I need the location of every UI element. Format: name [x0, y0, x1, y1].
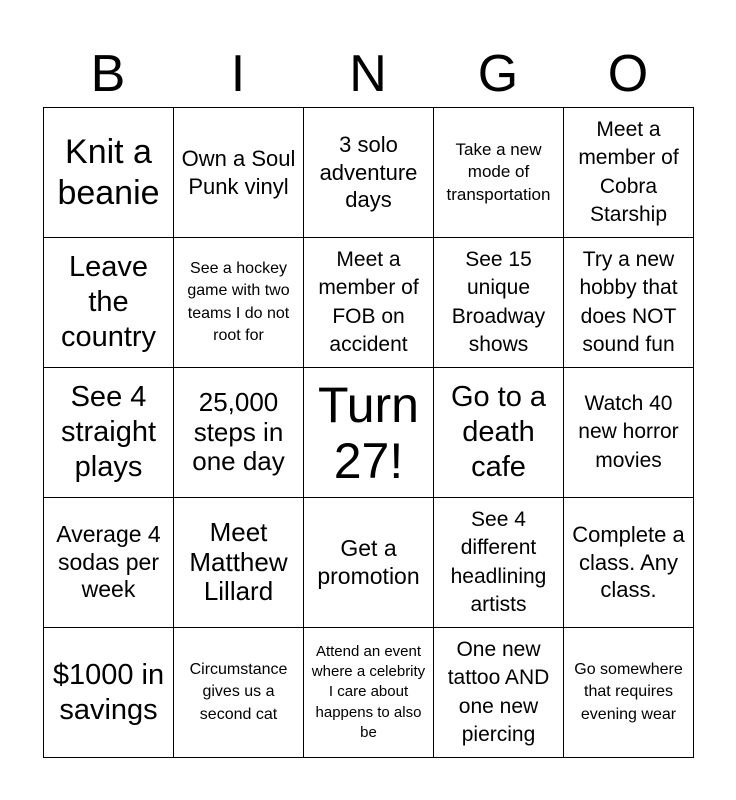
bingo-cell[interactable]: One new tattoo AND one new piercing	[434, 628, 564, 758]
bingo-row	[44, 498, 694, 628]
header-letter-i: I	[230, 45, 246, 103]
bingo-cell[interactable]: Complete a class. Any class.	[564, 498, 694, 628]
bingo-cell[interactable]: Try a new hobby that does NOT sound fun	[564, 238, 694, 368]
bingo-cell[interactable]: Go somewhere that requires evening wear	[564, 628, 694, 758]
bingo-cell[interactable]: Circumstance gives us a second cat	[174, 628, 304, 758]
bingo-cell[interactable]: See 4 different headlining artists	[434, 498, 564, 628]
bingo-grid	[43, 107, 694, 758]
bingo-row	[44, 628, 694, 758]
bingo-cell[interactable]: Average 4 sodas per week	[44, 498, 174, 628]
bingo-cell[interactable]: $1000 in savings	[44, 628, 174, 758]
header-letter-o: O	[607, 45, 649, 103]
bingo-cell[interactable]: Go to a death cafe	[434, 368, 564, 498]
bingo-free-space[interactable]: Turn 27!	[304, 368, 434, 498]
bingo-row	[44, 238, 694, 368]
bingo-cell[interactable]: Own a Soul Punk vinyl	[174, 108, 304, 238]
bingo-cell[interactable]: 25,000 steps in one day	[174, 368, 304, 498]
bingo-cell[interactable]: See a hockey game with two teams I do not root for	[174, 238, 304, 368]
bingo-cell[interactable]: Take a new mode of transportation	[434, 108, 564, 238]
header-letter-b: B	[90, 45, 126, 103]
bingo-cell[interactable]: Meet a member of FOB on accident	[304, 238, 434, 368]
bingo-cell[interactable]: Leave the country	[44, 238, 174, 368]
header-letter-g: G	[477, 45, 519, 103]
bingo-cell[interactable]: Attend an event where a celebrity I care about happens to also be	[304, 628, 434, 758]
bingo-cell[interactable]: Get a promotion	[304, 498, 434, 628]
bingo-header	[43, 44, 693, 104]
bingo-cell[interactable]: Knit a beanie	[44, 108, 174, 238]
bingo-row	[44, 108, 694, 238]
header-letter-n: N	[349, 45, 387, 103]
bingo-cell[interactable]: 3 solo adventure days	[304, 108, 434, 238]
bingo-cell[interactable]: See 15 unique Broadway shows	[434, 238, 564, 368]
bingo-cell[interactable]: Watch 40 new horror movies	[564, 368, 694, 498]
bingo-cell[interactable]: Meet Matthew Lillard	[174, 498, 304, 628]
bingo-cell[interactable]: See 4 straight plays	[44, 368, 174, 498]
bingo-row	[44, 368, 694, 498]
bingo-cell[interactable]: Meet a member of Cobra Starship	[564, 108, 694, 238]
